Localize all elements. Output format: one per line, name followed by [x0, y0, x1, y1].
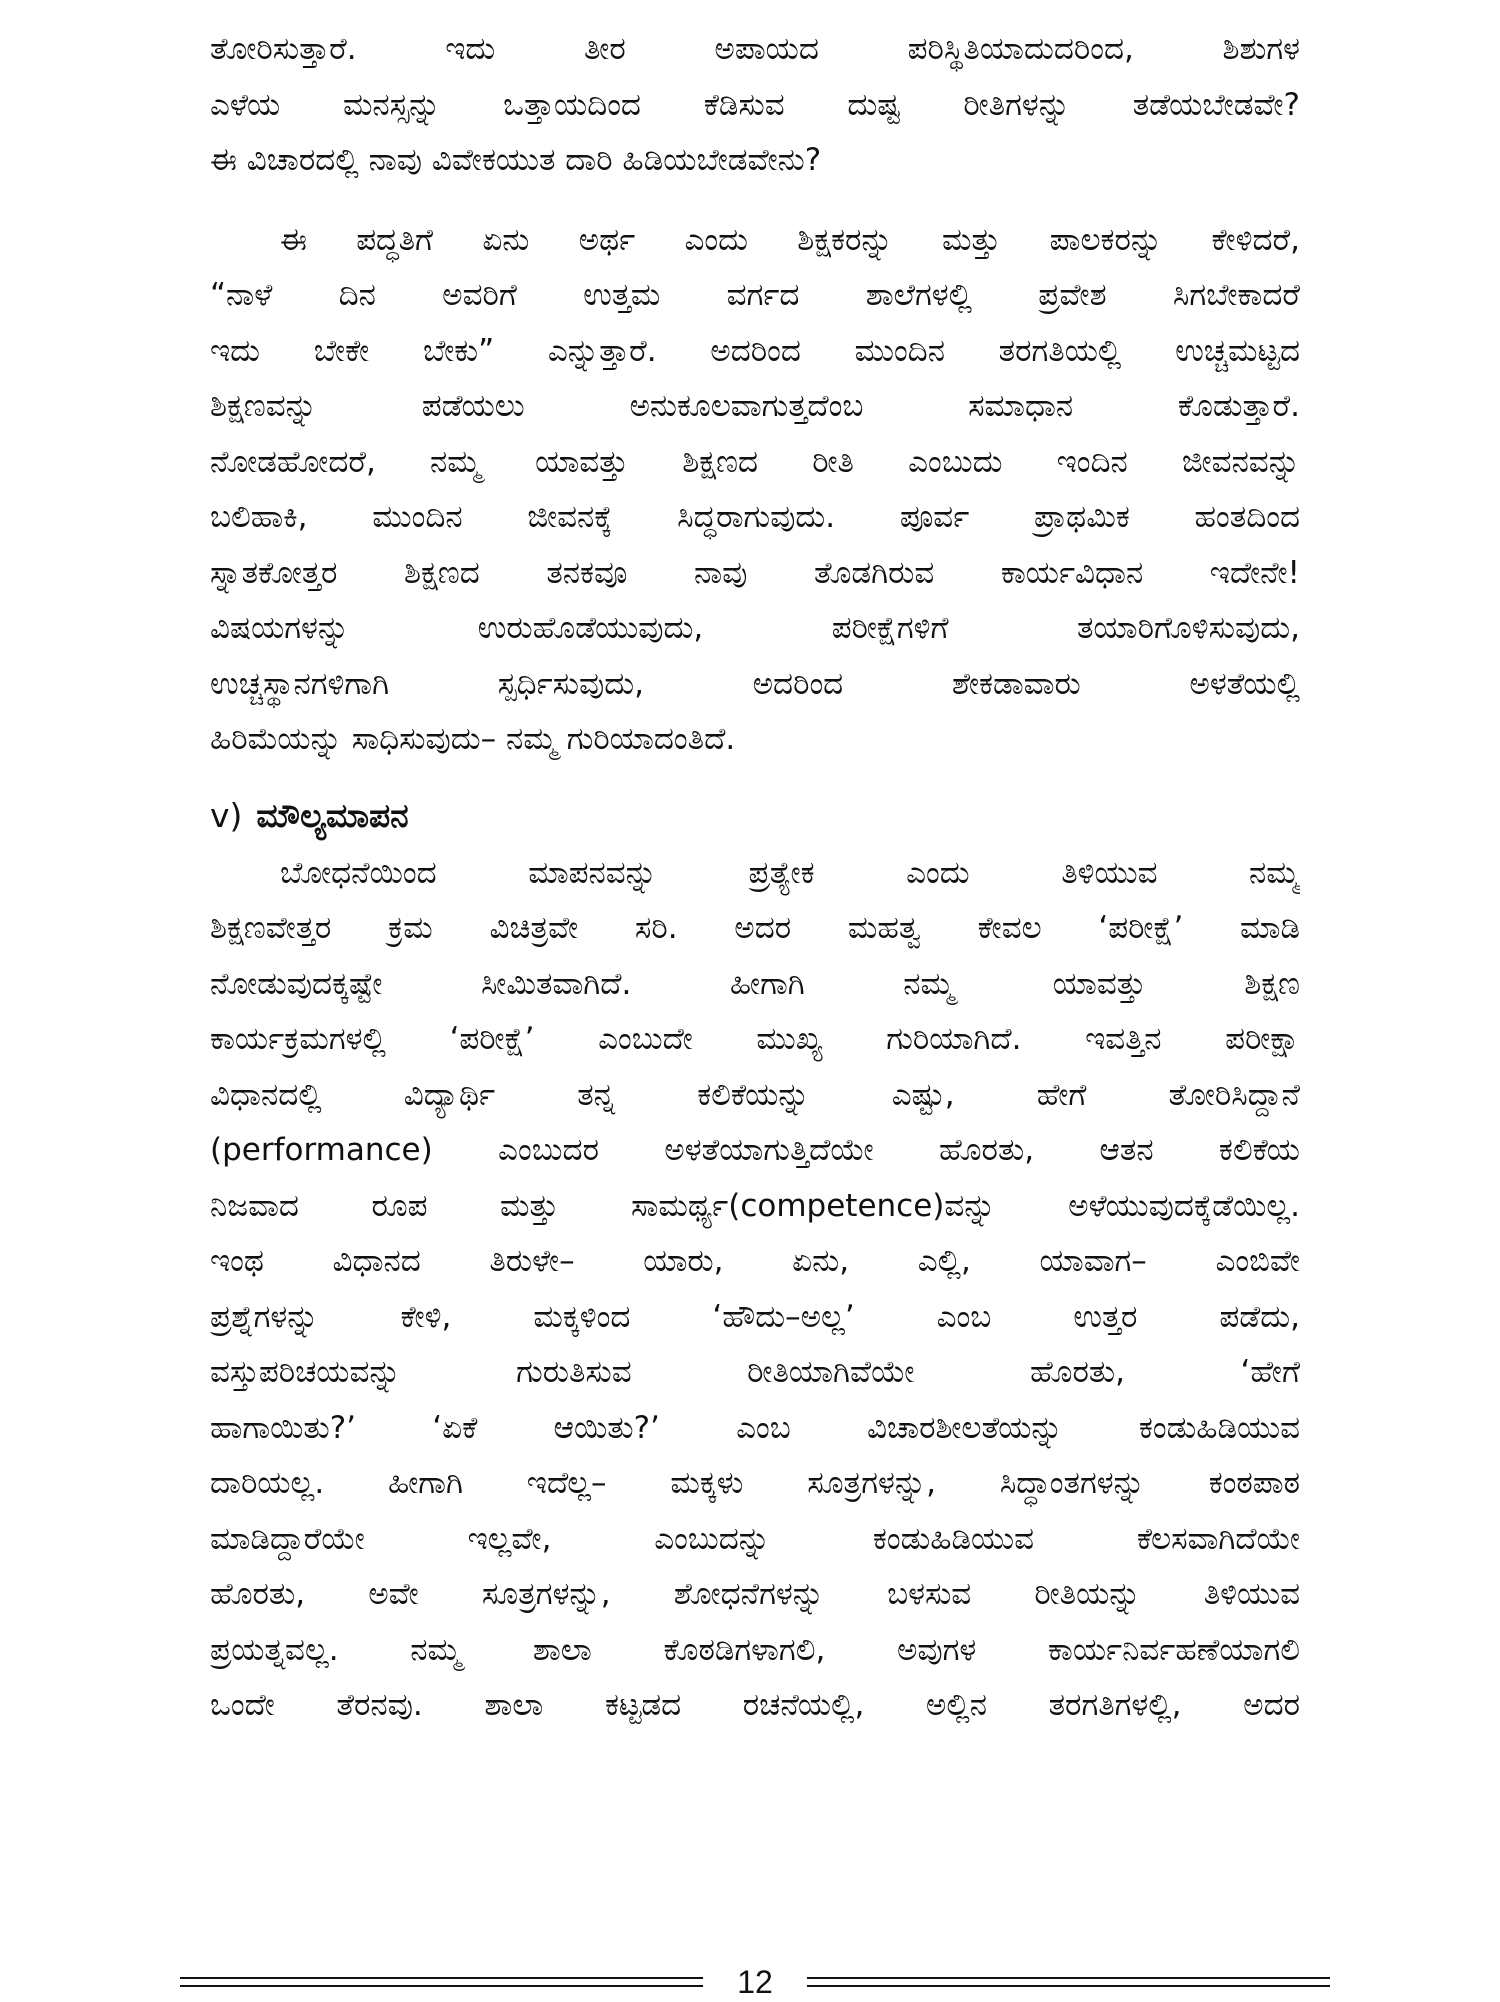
text-line: ನೋಡುವುದಕ್ಕಷ್ಟೇ ಸೀಮಿತವಾಗಿದೆ. ಹೀಗಾಗಿ ನಮ್ಮ ಯಾವತ್ತು ಶಿಕ್ಷಣ	[210, 965, 1300, 1002]
text-line: ಬಲಿಹಾಕಿ, ಮುಂದಿನ ಜೀವನಕ್ಕೆ ಸಿದ್ಧರಾಗುವುದು. ಪೂರ್ವ ಪ್ರಾಥಮಿಕ ಹಂತದಿಂದ	[210, 499, 1300, 535]
footer-rule-left	[180, 1977, 703, 1987]
text-line: ಉಚ್ಚಸ್ಥಾನಗಳಿಗಾಗಿ ಸ್ಪರ್ಧಿಸುವುದು, ಅದರಿಂದ ಶೇಕಡಾವಾರು ಅಳತೆಯಲ್ಲಿ	[210, 665, 1300, 702]
page-body	[210, 22, 1300, 1734]
text-line: ಬೋಧನೆಯಿಂದ ಮಾಪನವನ್ನು ಪ್ರತ್ಯೇಕ ಎಂದು ತಿಳಿಯುವ ನಮ್ಮ	[280, 854, 1300, 891]
text-line: ಈ ವಿಚಾರದಲ್ಲಿ ನಾವು ವಿವೇಕಯುತ ದಾರಿ ಹಿಡಿಯಬೇಡವೇನು?	[210, 142, 822, 178]
paragraph-2	[210, 213, 1300, 768]
section-heading	[210, 786, 1300, 846]
text-line: ಪ್ರಶ್ನೆಗಳನ್ನು ಕೇಳಿ, ಮಕ್ಕಳಿಂದ ‘ಹೌದು–ಅಲ್ಲ’ ಎಂಬ ಉತ್ತರ ಪಡೆದು,	[210, 1298, 1300, 1335]
text-line: ವಸ್ತುಪರಿಚಯವನ್ನು ಗುರುತಿಸುವ ರೀತಿಯಾಗಿವೆಯೇ ಹೊರತು, ‘ಹೇಗೆ	[210, 1354, 1300, 1390]
text-line: ಹೊರತು, ಅವೇ ಸೂತ್ರಗಳನ್ನು, ಶೋಧನೆಗಳನ್ನು ಬಳಸುವ ರೀತಿಯನ್ನು ತಿಳಿಯುವ	[210, 1576, 1300, 1612]
paragraph-spacer	[210, 189, 1300, 213]
text-line: ಎಳೆಯ ಮನಸ್ಸನ್ನು ಒತ್ತಾಯದಿಂದ ಕೆಡಿಸುವ ದುಷ್ಟ ರೀತಿಗಳನ್ನು ತಡೆಯಬೇಡವೇ?	[210, 86, 1300, 123]
page-footer	[180, 1962, 1330, 2002]
section-number: v)	[210, 795, 243, 835]
text-line: ಇಂಥ ವಿಧಾನದ ತಿರುಳೇ– ಯಾರು, ಏನು, ಎಲ್ಲಿ, ಯಾವಾಗ– ಎಂಬಿವೇ	[210, 1243, 1300, 1279]
text-line: ನಿಜವಾದ ರೂಪ ಮತ್ತು ಸಾಮರ್ಥ್ಯ(competence)ವನ್ನು ಅಳೆಯುವುದಕ್ಕೆಡೆಯಿಲ್ಲ.	[210, 1187, 1300, 1224]
text-line: (performance) ಎಂಬುದರ ಅಳತೆಯಾಗುತ್ತಿದೆಯೇ ಹೊರತು, ಆತನ ಕಲಿಕೆಯ	[210, 1132, 1300, 1168]
text-line: ಒಂದೇ ತೆರನವು. ಶಾಲಾ ಕಟ್ಟಡದ ರಚನೆಯಲ್ಲಿ, ಅಲ್ಲಿನ ತರಗತಿಗಳಲ್ಲಿ, ಅದರ	[210, 1687, 1300, 1723]
text-line: ವಿಷಯಗಳನ್ನು ಉರುಹೊಡೆಯುವುದು, ಪರೀಕ್ಷೆಗಳಿಗೆ ತಯಾರಿಗೊಳಿಸುವುದು,	[210, 610, 1300, 646]
text-line: ಇದು ಬೇಕೇ ಬೇಕು” ಎನ್ನುತ್ತಾರೆ. ಅದರಿಂದ ಮುಂದಿನ ತರಗತಿಯಲ್ಲಿ ಉಚ್ಚಮಟ್ಟದ	[210, 332, 1300, 369]
text-line: “ನಾಳೆ ದಿನ ಅವರಿಗೆ ಉತ್ತಮ ವರ್ಗದ ಶಾಲೆಗಳಲ್ಲಿ ಪ್ರವೇಶ ಸಿಗಬೇಕಾದರೆ	[210, 277, 1300, 313]
text-line: ಹಾಗಾಯಿತು?’ ‘ಏಕೆ ಆಯಿತು?’ ಎಂಬ ವಿಚಾರಶೀಲತೆಯನ್ನು ಕಂಡುಹಿಡಿಯುವ	[210, 1409, 1300, 1446]
paragraph-1	[210, 22, 1300, 189]
text-line: ತೋರಿಸುತ್ತಾರೆ. ಇದು ತೀರ ಅಪಾಯದ ಪರಿಸ್ಥಿತಿಯಾದುದರಿಂದ, ಶಿಶುಗಳ	[210, 31, 1300, 67]
text-line: ಶಿಕ್ಷಣವನ್ನು ಪಡೆಯಲು ಅನುಕೂಲವಾಗುತ್ತದೆಂಬ ಸಮಾಧಾನ ಕೊಡುತ್ತಾರೆ.	[210, 388, 1300, 424]
text-line: ಪ್ರಯತ್ನವಲ್ಲ. ನಮ್ಮ ಶಾಲಾ ಕೊಠಡಿಗಳಾಗಲಿ, ಅವುಗಳ ಕಾರ್ಯನಿರ್ವಹಣೆಯಾಗಲಿ	[210, 1631, 1300, 1668]
text-line: ದಾರಿಯಲ್ಲ. ಹೀಗಾಗಿ ಇದೆಲ್ಲ– ಮಕ್ಕಳು ಸೂತ್ರಗಳನ್ನು, ಸಿದ್ಧಾಂತಗಳನ್ನು ಕಂಠಪಾಠ	[210, 1465, 1300, 1501]
text-line: ನೋಡಹೋದರೆ, ನಮ್ಮ ಯಾವತ್ತು ಶಿಕ್ಷಣದ ರೀತಿ ಎಂಬುದು ಇಂದಿನ ಜೀವನವನ್ನು	[210, 443, 1300, 480]
text-line: ಸ್ನಾತಕೋತ್ತರ ಶಿಕ್ಷಣದ ತನಕವೂ ನಾವು ತೊಡಗಿರುವ ಕಾರ್ಯವಿಧಾನ ಇದೇನೇ!	[210, 554, 1300, 591]
text-line: ಮಾಡಿದ್ದಾರೆಯೇ ಇಲ್ಲವೇ, ಎಂಬುದನ್ನು ಕಂಡುಹಿಡಿಯುವ ಕೆಲಸವಾಗಿದೆಯೇ	[210, 1520, 1300, 1557]
page-number: 12	[737, 1964, 773, 2000]
paragraph-3	[210, 846, 1300, 1734]
text-line: ವಿಧಾನದಲ್ಲಿ ವಿದ್ಯಾರ್ಥಿ ತನ್ನ ಕಲಿಕೆಯನ್ನು ಎಷ್ಟು, ಹೇಗೆ ತೋರಿಸಿದ್ದಾನೆ	[210, 1076, 1300, 1113]
section-title: ಮೌಲ್ಯಮಾಪನ	[256, 795, 409, 835]
text-line: ಹಿರಿಮೆಯನ್ನು ಸಾಧಿಸುವುದು– ನಮ್ಮ ಗುರಿಯಾದಂತಿದೆ.	[210, 721, 736, 757]
text-line: ಈ ಪದ್ಧತಿಗೆ ಏನು ಅರ್ಥ ಎಂದು ಶಿಕ್ಷಕರನ್ನು ಮತ್ತು ಪಾಲಕರನ್ನು ಕೇಳಿದರೆ,	[280, 221, 1300, 258]
text-line: ಕಾರ್ಯಕ್ರಮಗಳಲ್ಲಿ ‘ಪರೀಕ್ಷೆ’ ಎಂಬುದೇ ಮುಖ್ಯ ಗುರಿಯಾಗಿದೆ. ಇವತ್ತಿನ ಪರೀಕ್ಷಾ	[210, 1021, 1300, 1057]
footer-rule-right	[807, 1977, 1330, 1987]
text-line: ಶಿಕ್ಷಣವೇತ್ತರ ಕ್ರಮ ವಿಚಿತ್ರವೇ ಸರಿ. ಅದರ ಮಹತ್ವ ಕೇವಲ ‘ಪರೀಕ್ಷೆ’ ಮಾಡಿ	[210, 910, 1300, 946]
